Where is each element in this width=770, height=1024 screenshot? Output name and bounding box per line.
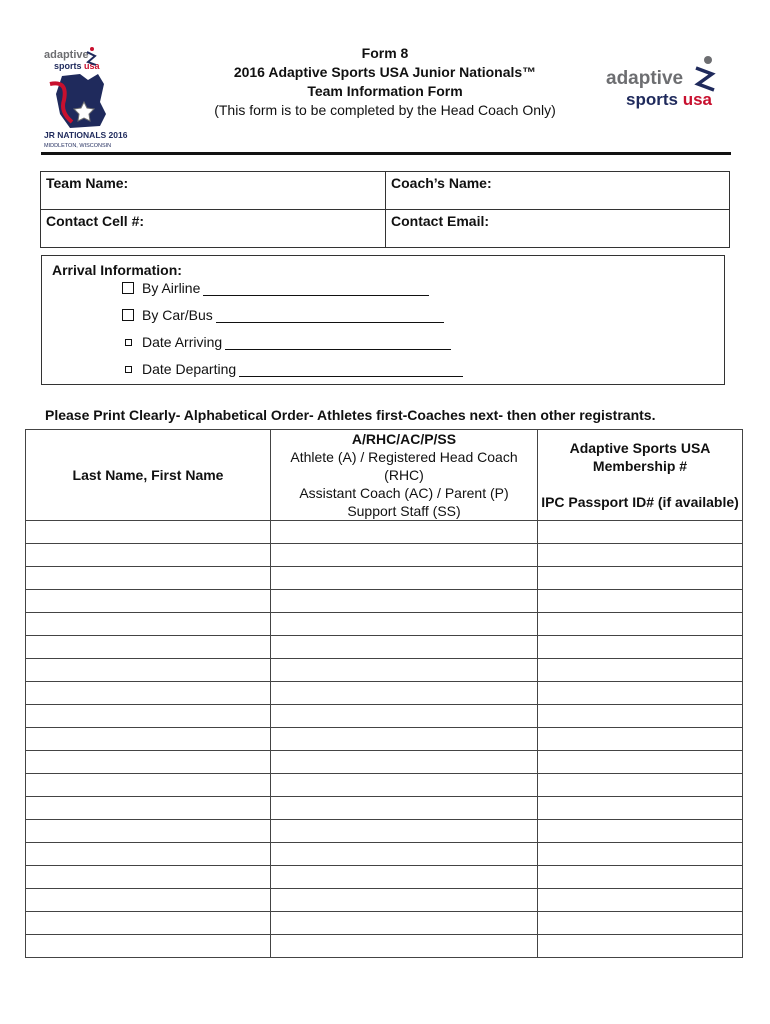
team-info-table [40,171,730,248]
date-arriving-line[interactable] [225,335,451,350]
team-name-field[interactable] [41,172,386,210]
airline-label: By Airline [142,280,201,296]
membership-cell[interactable] [538,705,743,728]
col-membership-header [538,430,743,521]
membership-cell[interactable] [538,567,743,590]
roster-body [26,521,743,958]
form-number: Form 8 [361,45,409,61]
membership-cell[interactable] [538,820,743,843]
role-cell[interactable] [271,659,538,682]
table-row [26,590,743,613]
name-cell[interactable] [26,544,271,567]
square-bullet-icon [125,339,132,346]
membership-cell[interactable] [538,774,743,797]
name-cell[interactable] [26,889,271,912]
membership-cell[interactable] [538,912,743,935]
role-cell[interactable] [271,590,538,613]
logo-left-brand-usa: usa [84,61,100,71]
coach-name-label: Coach’s Name: [391,175,492,191]
role-cell[interactable] [271,797,538,820]
role-cell[interactable] [271,521,538,544]
col-name-header [26,430,271,521]
name-cell[interactable] [26,820,271,843]
role-cell[interactable] [271,843,538,866]
role-cell[interactable] [271,728,538,751]
name-cell[interactable] [26,521,271,544]
col-passport-title: IPC Passport ID# (if available) [541,494,739,510]
membership-cell[interactable] [538,636,743,659]
form-note: (This form is to be completed by the Head Coach Only) [214,102,556,118]
square-bullet-icon [125,366,132,373]
table-row [26,889,743,912]
membership-cell[interactable] [538,935,743,958]
membership-cell[interactable] [538,521,743,544]
table-row [26,820,743,843]
col-role-header [271,430,538,521]
table-row [26,567,743,590]
table-row [26,774,743,797]
role-cell[interactable] [271,935,538,958]
name-cell[interactable] [26,682,271,705]
coach-name-field[interactable] [386,172,730,210]
form-header [0,44,770,120]
name-cell[interactable] [26,751,271,774]
membership-cell[interactable] [538,659,743,682]
role-cell[interactable] [271,866,538,889]
contact-email-field[interactable] [386,210,730,248]
role-cell[interactable] [271,682,538,705]
logo-left-location: MIDDLETON, WISCONSIN [44,143,112,149]
logo-right-brand-top: adaptive [606,68,684,89]
arrival-title: Arrival Information: [52,262,182,278]
role-cell[interactable] [271,751,538,774]
airline-checkbox[interactable] [122,282,134,294]
role-cell[interactable] [271,544,538,567]
name-cell[interactable] [26,728,271,751]
name-cell[interactable] [26,935,271,958]
name-cell[interactable] [26,636,271,659]
car-bus-line[interactable] [216,308,444,323]
table-row [26,728,743,751]
airline-line[interactable] [203,281,429,296]
contact-cell-label: Contact Cell #: [46,213,145,229]
table-row [26,935,743,958]
role-cell[interactable] [271,820,538,843]
name-cell[interactable] [26,659,271,682]
car-bus-checkbox[interactable] [122,309,134,321]
roster-instructions: Please Print Clearly- Alphabetical Order- Athletes first-Coaches next- then other registrants. [45,407,656,423]
date-arriving-label: Date Arriving [142,334,223,350]
membership-cell[interactable] [538,751,743,774]
role-cell[interactable] [271,889,538,912]
col-role-line3: Support Staff (SS) [347,503,461,519]
name-cell[interactable] [26,912,271,935]
role-cell[interactable] [271,636,538,659]
logo-right-brand-sports: sports [626,90,683,109]
membership-cell[interactable] [538,843,743,866]
col-membership-title2: Membership # [592,458,688,474]
membership-cell[interactable] [538,682,743,705]
arrival-airline-row [122,280,429,296]
col-role-title: A/RHC/AC/P/SS [351,431,457,447]
membership-cell[interactable] [538,590,743,613]
role-cell[interactable] [271,774,538,797]
team-name-label: Team Name: [46,175,129,191]
name-cell[interactable] [26,705,271,728]
header-divider [41,152,731,155]
event-title: 2016 Adaptive Sports USA Junior Nationals™ [233,64,537,80]
membership-cell[interactable] [538,866,743,889]
role-cell[interactable] [271,613,538,636]
date-arriving-row [122,334,451,350]
membership-cell[interactable] [538,728,743,751]
table-row [26,544,743,567]
role-cell[interactable] [271,567,538,590]
table-row [26,613,743,636]
col-role-line1: Athlete (A) / Registered Head Coach (RHC) [290,449,518,483]
table-row [26,636,743,659]
name-cell[interactable] [26,590,271,613]
membership-cell[interactable] [538,544,743,567]
col-name-label: Last Name, First Name [72,467,224,483]
logo-right-brand-usa: usa [682,90,712,109]
table-row [26,751,743,774]
arrival-info-box [41,255,725,385]
name-cell[interactable] [26,567,271,590]
table-row [26,866,743,889]
name-cell[interactable] [26,843,271,866]
table-row [26,682,743,705]
roster-table [25,429,743,958]
role-cell[interactable] [271,705,538,728]
name-cell[interactable] [26,797,271,820]
name-cell[interactable] [26,774,271,797]
role-cell[interactable] [271,912,538,935]
table-row [26,843,743,866]
name-cell[interactable] [26,613,271,636]
membership-cell[interactable] [538,797,743,820]
col-membership-title1: Adaptive Sports USA [569,440,711,456]
logo-left-brand-sports: sports [54,61,85,71]
col-role-line2: Assistant Coach (AC) / Parent (P) [299,485,509,501]
membership-cell[interactable] [538,889,743,912]
name-cell[interactable] [26,866,271,889]
car-bus-label: By Car/Bus [142,307,213,323]
membership-cell[interactable] [538,613,743,636]
date-departing-line[interactable] [239,362,463,377]
date-departing-row [122,361,463,377]
form-title: Team Information Form [307,83,463,99]
logo-left-event: JR NATIONALS 2016 [44,130,128,140]
table-row [26,797,743,820]
arrival-car-row [122,307,444,323]
contact-cell-field[interactable] [41,210,386,248]
table-row [26,659,743,682]
table-row [26,521,743,544]
contact-email-label: Contact Email: [391,213,490,229]
table-row [26,912,743,935]
logo-left-brand-top: adaptive [44,49,89,61]
table-row [26,705,743,728]
date-departing-label: Date Departing [142,361,237,377]
